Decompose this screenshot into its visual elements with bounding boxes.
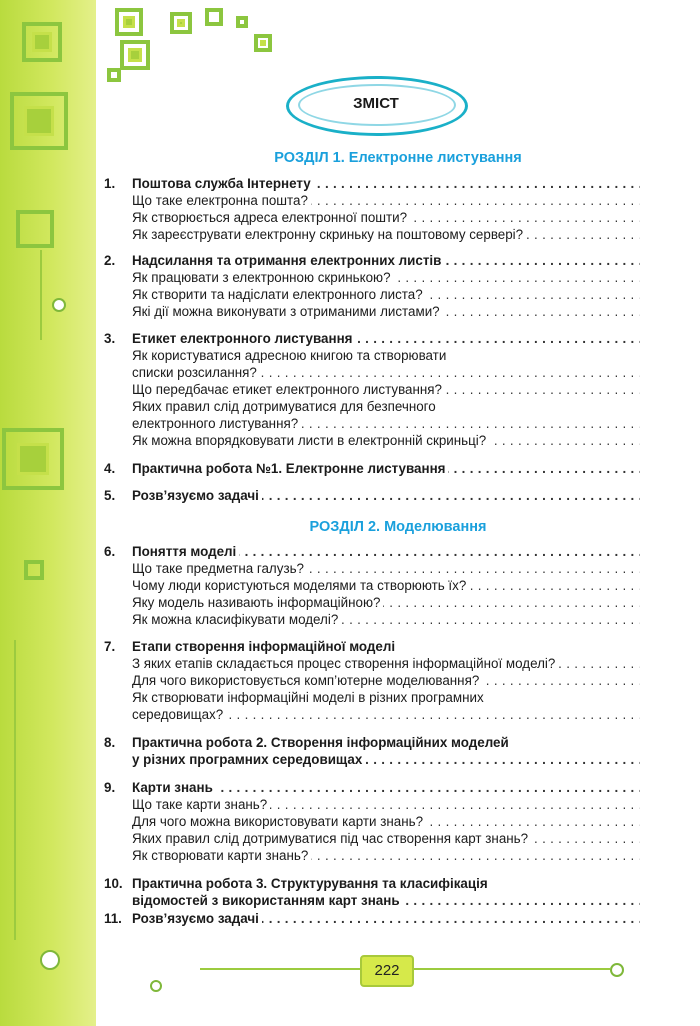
entry-title: Етикет електронного листування [132, 331, 356, 346]
circuit-line [200, 968, 360, 970]
entry-number: 2. [104, 253, 116, 268]
toc-subentry[interactable] [100, 560, 640, 578]
toc-subentry[interactable] [100, 192, 640, 210]
circuit-line [14, 640, 16, 940]
toc-subentry[interactable] [100, 611, 640, 629]
toc-subentry[interactable] [100, 689, 640, 707]
entry-number: 1. [104, 176, 116, 191]
toc-subentry[interactable] [100, 847, 640, 865]
square-decoration [22, 22, 62, 62]
subentry-text: Що таке електронна пошта? [132, 193, 311, 208]
entry-title: Надсилання та отримання електронних листів [132, 253, 444, 268]
entry-title: Поштова служба Інтернету [132, 176, 314, 191]
subentry-text: електронного листування? [132, 416, 301, 431]
square-decoration [16, 210, 54, 248]
toc-subentry[interactable] [100, 432, 640, 450]
entry-number: 8. [104, 735, 116, 750]
entry-title: у різних програмних середовищах [132, 752, 365, 767]
toc-entry[interactable] [100, 543, 640, 561]
square-decoration [120, 40, 150, 70]
subentry-text: Як створювати інформаційні моделі в різних програмних [132, 690, 487, 705]
toc-entry[interactable] [100, 875, 640, 893]
toc-subentry[interactable] [100, 796, 640, 814]
toc-entry[interactable] [100, 734, 640, 752]
toc-entry-continuation[interactable] [100, 751, 640, 769]
toc-subentry[interactable] [100, 286, 640, 304]
square-decoration [254, 34, 272, 52]
toc-entry[interactable] [100, 330, 640, 348]
square-decoration [10, 92, 68, 150]
subentry-text: Як працювати з електронною скринькою? [132, 270, 394, 285]
subentry-text: З яких етапів складається процес створення інформаційної моделі? [132, 656, 558, 671]
subentry-text: Як можна класифікувати моделі? [132, 612, 341, 627]
subentry-text: Чому люди користуються моделями та створюють їх? [132, 578, 469, 593]
square-decoration [107, 68, 121, 82]
entry-title: Етапи створення інформаційної моделі [132, 639, 398, 654]
toc-subentry[interactable] [100, 269, 640, 287]
subentry-text: Як можна впорядковувати листи в електронній скриньці? [132, 433, 489, 448]
toc-subentry[interactable] [100, 594, 640, 612]
toc-subentry[interactable] [100, 813, 640, 831]
toc-entry[interactable] [100, 175, 640, 193]
section-heading: РОЗДІЛ 2. Моделювання [309, 519, 487, 535]
toc-subentry[interactable] [100, 347, 640, 365]
subentry-text: Як створювати карти знань? [132, 848, 311, 863]
entry-title: Поняття моделі [132, 544, 239, 559]
toc-subentry[interactable] [100, 364, 640, 382]
square-decoration [236, 16, 248, 28]
subentry-text: Яких правил слід дотримуватися під час створення карт знань? [132, 831, 531, 846]
toc-subentry[interactable] [100, 226, 640, 244]
entry-title: Практична робота 2. Створення інформаційних моделей [132, 735, 512, 750]
subentry-text: Як створити та надіслати електронного листа? [132, 287, 426, 302]
entry-number: 9. [104, 780, 116, 795]
subentry-text: Для чого використовується комп’ютерне моделювання? [132, 673, 482, 688]
subentry-text: Яку модель називають інформаційною? [132, 595, 383, 610]
subentry-text: середовищах? [132, 707, 226, 722]
contents-title-badge [292, 80, 460, 128]
toc-entry-continuation[interactable] [100, 892, 640, 910]
section-heading: РОЗДІЛ 1. Електронне листування [274, 150, 522, 166]
entry-number: 3. [104, 331, 116, 346]
toc-subentry[interactable] [100, 415, 640, 433]
entry-title: Розв’язуємо задачі [132, 911, 262, 926]
circuit-line [40, 250, 42, 340]
entry-number: 6. [104, 544, 116, 559]
toc-subentry[interactable] [100, 398, 640, 416]
entry-number: 4. [104, 461, 116, 476]
circuit-node [40, 950, 60, 970]
subentry-text: списки розсилання? [132, 365, 260, 380]
entry-number: 10. [104, 876, 123, 891]
subentry-text: Як користуватися адресною книгою та створювати [132, 348, 449, 363]
square-decoration [115, 8, 143, 36]
square-decoration [205, 8, 223, 26]
page-number: 222 [374, 962, 400, 979]
toc-subentry[interactable] [100, 672, 640, 690]
square-decoration [2, 428, 64, 490]
toc-entry[interactable] [100, 252, 640, 270]
subentry-text: Яких правил слід дотримуватися для безпечного [132, 399, 439, 414]
toc-subentry[interactable] [100, 830, 640, 848]
toc-subentry[interactable] [100, 303, 640, 321]
toc-entry[interactable] [100, 638, 640, 656]
toc-subentry[interactable] [100, 209, 640, 227]
entry-number: 5. [104, 488, 116, 503]
entry-title: відомостей з використанням карт знань [132, 893, 403, 908]
entry-number: 7. [104, 639, 116, 654]
subentry-text: Що таке предметна галузь? [132, 561, 307, 576]
decorative-side-band [0, 0, 96, 1026]
toc-subentry[interactable] [100, 577, 640, 595]
circuit-node [610, 963, 624, 977]
entry-title: Практична робота №1. Електронне листування [132, 461, 448, 476]
square-decoration [170, 12, 192, 34]
entry-title: Розв’язуємо задачі [132, 488, 262, 503]
toc-entry[interactable] [100, 910, 640, 928]
subentry-text: Як створюється адреса електронної пошти? [132, 210, 410, 225]
subentry-text: Які дії можна виконувати з отриманими листами? [132, 304, 443, 319]
toc-entry[interactable] [100, 487, 640, 505]
toc-subentry[interactable] [100, 706, 640, 724]
subentry-text: Що таке карти знань? [132, 797, 270, 812]
toc-subentry[interactable] [100, 381, 640, 399]
square-decoration [24, 560, 44, 580]
subentry-text: Що передбачає етикет електронного листування? [132, 382, 445, 397]
entry-title: Карти знань [132, 780, 216, 795]
toc-entry[interactable] [100, 779, 640, 797]
subentry-text: Для чого можна використовувати карти знань? [132, 814, 426, 829]
circuit-node [150, 980, 162, 992]
page-number-box [360, 955, 414, 987]
entry-number: 11. [104, 911, 122, 926]
circuit-node [52, 298, 66, 312]
circuit-line [410, 968, 610, 970]
entry-title: Практична робота 3. Структурування та класифікація [132, 876, 491, 891]
toc-entry[interactable] [100, 460, 640, 478]
page-title: ЗМІСТ [353, 95, 399, 112]
subentry-text: Як зареєструвати електронну скриньку на поштовому сервері? [132, 227, 526, 242]
toc-subentry[interactable] [100, 655, 640, 673]
